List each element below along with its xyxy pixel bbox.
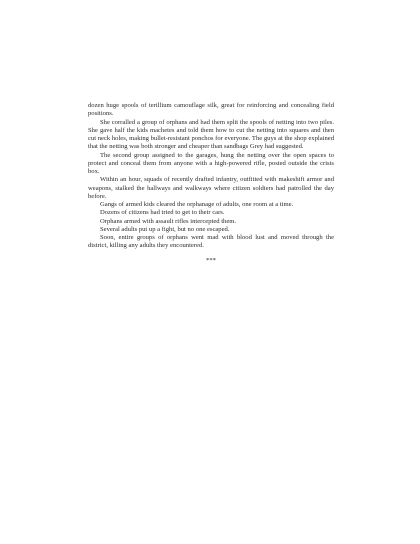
paragraph-7: Orphans armed with assault rifles intercepted them. [100, 217, 237, 225]
body-text [88, 102, 334, 265]
paragraph-8: Several adults put up a fight, but no one escaped. [100, 225, 230, 233]
paragraph-3: The second group assigned to the garages, hung the netting over the open spaces to protect and conceal them from anyone with a high-powered rifle, posted outside the crisis box. [88, 151, 334, 175]
paragraph-6: Dozens of citizens had tried to get to their cars. [100, 209, 225, 217]
paragraph-2: She corralled a group of orphans and had them split the spools of netting into two piles. She gave half the kids machetes and told them how to cut the netting into squares and then cut neck holes, making bullet-resistant ponchos for everyone. The guys at the shop explained that the netting was both stronger and cheaper than sandbags Grey had suggested. [88, 118, 334, 151]
paragraph-4: Within an hour, squads of recently drafted infantry, outfitted with makeshift armor and weapons, stalked the hallways and walkways where citizen soldiers had patrolled the day before. [88, 176, 334, 200]
paragraph-9: Soon, entire groups of orphans went mad with blood lust and moved through the district, killing any adults they encountered. [88, 234, 334, 250]
paragraph-1: dozen huge spools of terillium camouflage silk, great for reinforcing and concealing field positions. [88, 102, 334, 118]
section-separator: *** [206, 256, 216, 264]
paragraph-5: Gangs of armed kids cleared the orphanage of adults, one room at a time. [100, 201, 294, 208]
